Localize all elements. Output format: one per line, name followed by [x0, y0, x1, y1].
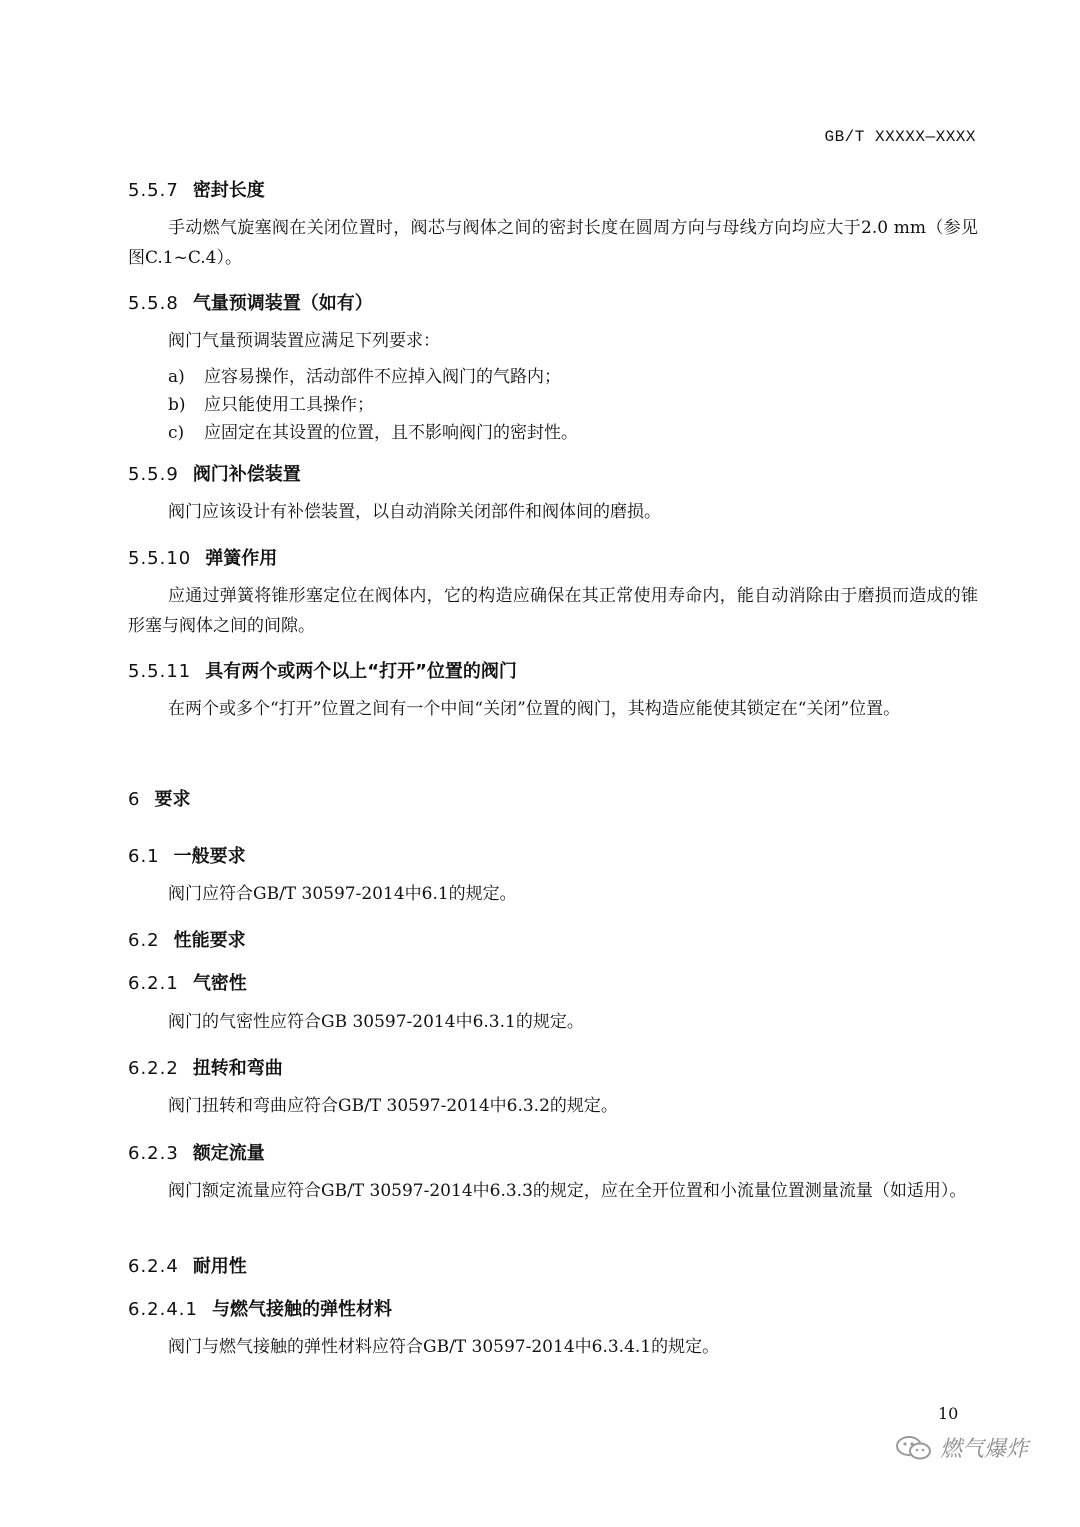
section-title: 与燃气接触的弹性材料 — [211, 1299, 392, 1320]
paragraph: 在两个或多个“打开”位置之间有一个中间“关闭”位置的阀门，其构造应能使其锁定在“关闭”位置。 — [168, 699, 901, 719]
section-title: 气密性 — [192, 973, 247, 994]
section-title: 耐用性 — [192, 1256, 247, 1277]
list-text: 应固定在其设置的位置，且不影响阀门的密封性。 — [204, 423, 578, 443]
section-heading-6-2-3 — [128, 1139, 265, 1165]
section-heading-6-2 — [128, 926, 246, 952]
section-title: 要求 — [154, 789, 191, 810]
section-number: 5.5.11 — [128, 661, 192, 682]
document-code: GB/T XXXXX—XXXX — [824, 128, 976, 146]
list-marker: c) — [168, 423, 185, 443]
section-title: 弹簧作用 — [205, 548, 278, 569]
paragraph: 阀门应符合GB/T 30597-2014中6.1的规定。 — [168, 884, 517, 904]
section-heading-5-5-9 — [128, 460, 301, 486]
section-number: 6.2.1 — [128, 973, 179, 994]
section-heading-5-5-8 — [128, 289, 373, 315]
section-title: 一般要求 — [173, 846, 246, 867]
paragraph: 应通过弹簧将锥形塞定位在阀体内，它的构造应确保在其正常使用寿命内，能自动消除由于磨损而造成的锥形塞与阀体之间的间隙。 — [128, 586, 978, 636]
list-item — [168, 418, 578, 443]
section-title: 具有两个或两个以上“打开”位置的阀门 — [205, 661, 517, 682]
section-heading-5-5-11 — [128, 657, 517, 683]
section-title: 扭转和弯曲 — [192, 1058, 283, 1079]
section-heading-6-1 — [128, 842, 246, 868]
list-item — [168, 362, 561, 387]
paragraph: 阀门的气密性应符合GB 30597-2014中6.3.1的规定。 — [168, 1012, 584, 1032]
section-title: 气量预调装置（如有） — [192, 293, 373, 314]
section-number: 5.5.8 — [128, 293, 179, 314]
section-heading-6-2-2 — [128, 1054, 283, 1080]
section-number: 5.5.7 — [128, 180, 179, 201]
section-title: 额定流量 — [192, 1143, 265, 1164]
watermark-text: 燃气爆炸 — [940, 1437, 1029, 1462]
section-number: 5.5.10 — [128, 548, 192, 569]
section-title: 密封长度 — [192, 180, 265, 201]
watermark — [894, 1432, 1028, 1463]
section-number: 5.5.9 — [128, 464, 179, 485]
list-text: 应容易操作，活动部件不应掉入阀门的气路内； — [204, 367, 561, 387]
list-text: 应只能使用工具操作； — [204, 395, 374, 415]
paragraph: 阀门与燃气接触的弹性材料应符合GB/T 30597-2014中6.3.4.1的规定。 — [168, 1337, 720, 1357]
list-item — [168, 390, 374, 415]
section-heading-6-2-4 — [128, 1252, 247, 1278]
section-number: 6 — [128, 789, 141, 810]
section-number: 6.2.4.1 — [128, 1299, 198, 1320]
list-marker: a) — [168, 367, 185, 387]
section-heading-6-2-4-1 — [128, 1295, 392, 1321]
paragraph: 手动燃气旋塞阀在关闭位置时，阀芯与阀体之间的密封长度在圆周方向与母线方向均应大于2.0 mm（参见图C.1~C.4）。 — [128, 218, 978, 268]
section-title: 阀门补偿装置 — [192, 464, 301, 485]
section-number: 6.2 — [128, 930, 160, 951]
section-heading-5-5-10 — [128, 544, 277, 570]
paragraph: 阀门应该设计有补偿装置，以自动消除关闭部件和阀体间的磨损。 — [168, 502, 661, 522]
section-heading-6 — [128, 785, 190, 811]
section-number: 6.2.4 — [128, 1256, 179, 1277]
paragraph: 阀门扭转和弯曲应符合GB/T 30597-2014中6.3.2的规定。 — [168, 1096, 618, 1116]
section-number: 6.2.2 — [128, 1058, 179, 1079]
list-marker: b) — [168, 395, 186, 415]
page-number: 10 — [938, 1404, 959, 1423]
paragraph: 阀门额定流量应符合GB/T 30597-2014中6.3.3的规定，应在全开位置和小流量位置测量流量（如适用）。 — [168, 1181, 967, 1201]
section-heading-5-5-7 — [128, 176, 265, 202]
section-heading-6-2-1 — [128, 969, 247, 995]
wechat-icon — [894, 1434, 934, 1462]
section-number: 6.2.3 — [128, 1143, 179, 1164]
paragraph: 阀门气量预调装置应满足下列要求： — [168, 331, 440, 351]
section-title: 性能要求 — [173, 930, 246, 951]
section-number: 6.1 — [128, 846, 160, 867]
